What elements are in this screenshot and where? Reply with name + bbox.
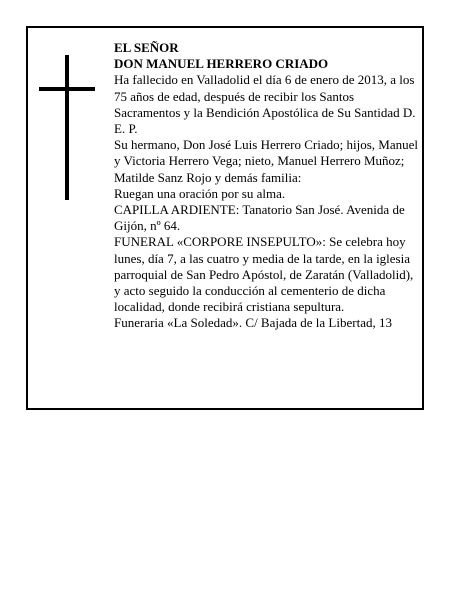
family-list: Su hermano, Don José Luis Herrero Criado; hijos, Manuel y Victoria Herrero Vega; nieto, Manuel Herrero Muñoz; Matilde Sanz Rojo y demás familia: [114, 137, 419, 185]
deceased-name: DON MANUEL HERRERO CRIADO [114, 56, 329, 72]
prayer-request: Ruegan una oración por su alma. [114, 185, 286, 201]
cross-icon [39, 55, 95, 200]
funeral-home-info: Funeraria «La Soledad». C/ Bajada de la Libertad, 13 [114, 315, 392, 331]
cross-vertical-bar [65, 55, 69, 200]
notice-title-line1: EL SEÑOR [114, 40, 179, 55]
obituary-notice [26, 26, 424, 410]
death-announcement: Ha fallecido en Valladolid el día 6 de enero de 2013, a los 75 años de edad, después de recibir los Santos Sacramentos y la Bendición Apostólica de Su Santidad D. E. P. [114, 72, 416, 137]
cross-horizontal-bar [39, 87, 95, 91]
chapel-info: CAPILLA ARDIENTE: Tanatorio San José. Avenida de Gijón, nº 64. [114, 202, 405, 234]
notice-text-block [114, 40, 422, 332]
funeral-info: FUNERAL «CORPORE INSEPULTO»: Se celebra hoy lunes, día 7, a las cuatro y media de la tarde, en la iglesia parroquial de San Pedro Apóstol, de Zaratán (Valladolid), y acto seguido la conducción al cementerio de dicha localidad, donde recibirá cristiana sepultura. [114, 234, 414, 315]
